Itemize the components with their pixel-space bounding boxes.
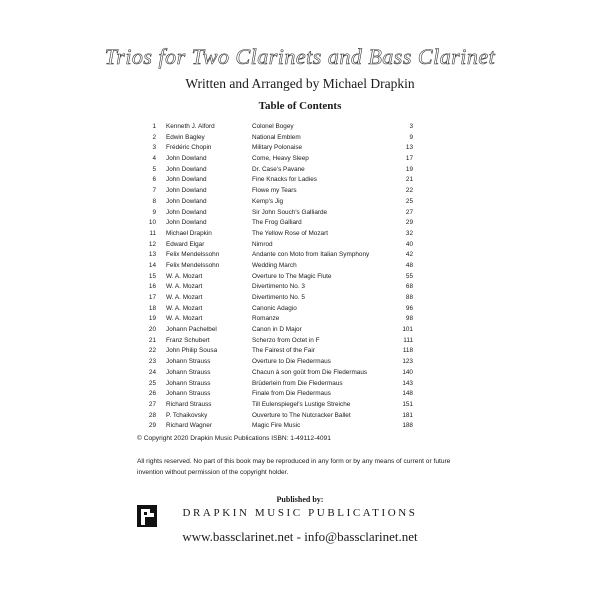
- toc-number: 14: [148, 261, 156, 269]
- toc-piece-title: Finale from Die Fledermaus: [252, 390, 331, 398]
- toc-number: 1: [152, 123, 156, 130]
- toc-page-number: 17: [405, 155, 413, 163]
- toc-piece-title: Wedding March: [252, 261, 297, 269]
- toc-number: 26: [148, 390, 156, 398]
- toc-row: [140, 165, 420, 176]
- toc-composer: Johann Strauss: [166, 379, 211, 387]
- toc-composer: Franz Schubert: [166, 336, 210, 344]
- toc-number: 6: [152, 176, 156, 184]
- toc-number: 13: [148, 251, 156, 259]
- book-subtitle: Written and Arranged by Michael Drapkin: [185, 76, 415, 91]
- toc-page-number: 181: [402, 411, 413, 419]
- toc-row: [140, 379, 420, 390]
- toc-composer: Richard Wagner: [166, 422, 212, 430]
- toc-row: [140, 261, 420, 272]
- toc-number: 19: [148, 315, 156, 323]
- toc-row: [140, 154, 420, 165]
- toc-piece-title: Kemp's Jig: [252, 197, 284, 205]
- toc-page-number: 101: [402, 326, 413, 334]
- toc-piece-title: Magic Fire Music: [252, 422, 301, 430]
- toc-row: [140, 346, 420, 357]
- toc-composer: John Dowland: [166, 165, 207, 173]
- toc-number: 22: [148, 347, 156, 355]
- toc-composer: John Dowland: [166, 219, 207, 227]
- toc-composer: John Philip Sousa: [166, 347, 218, 355]
- toc-composer: Frédéric Chopin: [166, 144, 212, 152]
- toc-row: [140, 175, 420, 186]
- toc-piece-title: Colonel Bogey: [252, 123, 294, 130]
- toc-page-number: 21: [405, 176, 413, 184]
- toc-number: 24: [148, 368, 156, 376]
- toc-composer: Johann Strauss: [166, 368, 211, 376]
- toc-piece-title: Fine Knacks for Ladies: [252, 176, 318, 184]
- toc-number: 12: [148, 240, 156, 248]
- toc-page-number: 9: [409, 133, 413, 141]
- toc-composer: Richard Strauss: [166, 400, 212, 408]
- toc-heading: Table of Contents: [258, 100, 342, 112]
- table-of-contents: [140, 122, 420, 432]
- toc-number: 28: [148, 411, 156, 419]
- toc-page-number: 25: [405, 197, 413, 205]
- toc-row: [140, 336, 420, 347]
- toc-composer: Felix Mendelssohn: [166, 261, 220, 269]
- toc-row: [140, 357, 420, 368]
- toc-piece-title: Sir John Souch's Galliarde: [252, 208, 328, 216]
- toc-number: 16: [148, 283, 156, 291]
- book-title: Trios for Two Clarinets and Bass Clarinet: [104, 44, 496, 69]
- toc-page-number: 143: [402, 379, 413, 387]
- toc-row: [140, 218, 420, 229]
- toc-number: 8: [152, 197, 156, 205]
- toc-page-number: 40: [405, 240, 413, 248]
- toc-piece-title: Overture to The Magic Flute: [252, 272, 332, 280]
- toc-composer: Johann Strauss: [166, 390, 211, 398]
- toc-number: 7: [152, 187, 156, 195]
- rights-notice: All rights reserved. No part of this book may be reproduced in any form or by any means of current or future invention without permission of the copyright holder.: [137, 458, 451, 476]
- toc-piece-title: Brüderlein from Die Fledermaus: [252, 379, 343, 387]
- toc-piece-title: Andante con Moto from Italian Symphony: [252, 251, 370, 259]
- toc-piece-title: The Yellow Rose of Mozart: [252, 229, 329, 237]
- toc-composer: Michael Drapkin: [166, 229, 212, 237]
- toc-composer: W. A. Mozart: [166, 272, 203, 280]
- toc-page-number: 98: [405, 315, 413, 323]
- toc-row: [140, 272, 420, 283]
- toc-page-number: 123: [402, 358, 413, 366]
- toc-number: 23: [148, 358, 156, 366]
- toc-number: 25: [148, 379, 156, 387]
- toc-number: 29: [148, 422, 156, 430]
- toc-page-number: 48: [405, 261, 413, 269]
- toc-piece-title: Flowe my Tears: [252, 187, 297, 195]
- toc-number: 17: [148, 294, 156, 301]
- toc-row: [140, 314, 420, 325]
- toc-number: 10: [148, 219, 156, 227]
- toc-piece-title: Dr. Case's Pavane: [252, 165, 305, 173]
- toc-piece-title: Military Polonaise: [252, 144, 303, 152]
- toc-row: [140, 304, 420, 315]
- toc-number: 18: [148, 304, 156, 312]
- toc-piece-title: Romanze: [252, 315, 280, 323]
- toc-piece-title: Divertimento No. 5: [252, 294, 305, 301]
- toc-row: [140, 411, 420, 422]
- toc-row: [140, 250, 420, 261]
- toc-page-number: 27: [405, 208, 413, 216]
- toc-piece-title: The Fairest of the Fair: [252, 347, 315, 355]
- toc-piece-title: Chacun à son goût from Die Fledermaus: [252, 368, 368, 376]
- toc-row: [140, 133, 420, 144]
- toc-number: 4: [152, 155, 156, 163]
- toc-composer: W. A. Mozart: [166, 315, 203, 323]
- toc-composer: Edwin Bagley: [166, 133, 205, 141]
- toc-composer: Johann Strauss: [166, 358, 211, 366]
- toc-piece-title: Canonic Adagio: [252, 304, 297, 312]
- toc-piece-title: Nimrod: [252, 240, 273, 248]
- toc-piece-title: Overture to Die Fledermaus: [252, 358, 331, 366]
- toc-composer: Kenneth J. Alford: [166, 123, 215, 130]
- toc-row: [140, 325, 420, 336]
- toc-page-number: 13: [405, 144, 413, 152]
- toc-page-number: 88: [405, 294, 413, 301]
- publisher-contact: www.bassclarinet.net - info@bassclarinet.net: [182, 529, 418, 544]
- toc-composer: John Dowland: [166, 187, 207, 195]
- toc-row: [140, 240, 420, 251]
- toc-row: [140, 229, 420, 240]
- toc-row: [140, 389, 420, 400]
- toc-composer: Johann Pachelbel: [166, 326, 217, 334]
- toc-piece-title: Ouverture to The Nutcracker Ballet: [252, 411, 351, 419]
- toc-row: [140, 143, 420, 154]
- toc-number: 9: [152, 208, 156, 216]
- toc-page-number: 42: [405, 251, 413, 259]
- copyright-notice: © Copyright 2020 Drapkin Music Publications ISBN: 1-49112-4091: [137, 435, 331, 442]
- toc-row: [140, 293, 420, 304]
- toc-piece-title: Till Eulenspiegel's Lustige Streiche: [252, 400, 351, 408]
- published-by-label: Published by:: [276, 495, 324, 504]
- toc-row: [140, 282, 420, 293]
- toc-composer: John Dowland: [166, 155, 207, 163]
- toc-page-number: 68: [405, 283, 413, 291]
- toc-number: 3: [152, 144, 156, 152]
- toc-composer: Edward Elgar: [166, 240, 205, 248]
- toc-page-number: 188: [402, 422, 413, 430]
- toc-composer: P. Tchaikovsky: [166, 411, 208, 419]
- toc-row: [140, 400, 420, 411]
- toc-composer: John Dowland: [166, 197, 207, 205]
- toc-piece-title: The Frog Galliard: [252, 219, 302, 227]
- toc-composer: W. A. Mozart: [166, 304, 203, 312]
- toc-page-number: 111: [403, 336, 413, 344]
- toc-composer: Felix Mendelssohn: [166, 251, 220, 259]
- toc-piece-title: Divertimento No. 3: [252, 283, 305, 291]
- toc-row: [140, 197, 420, 208]
- toc-number: 21: [148, 336, 156, 344]
- toc-page-number: 29: [405, 219, 413, 227]
- toc-page-number: 19: [405, 165, 413, 173]
- toc-row: [140, 208, 420, 219]
- toc-composer: John Dowland: [166, 208, 207, 216]
- toc-piece-title: Canon in D Major: [252, 326, 302, 334]
- toc-number: 5: [152, 165, 156, 173]
- toc-page-number: 151: [402, 400, 413, 408]
- toc-number: 27: [148, 400, 156, 408]
- toc-piece-title: Scherzo from Octet in F: [252, 336, 320, 344]
- toc-composer: W. A. Mozart: [166, 294, 203, 301]
- toc-page-number: 32: [405, 229, 413, 237]
- toc-row: [140, 186, 420, 197]
- toc-page-number: 3: [409, 123, 413, 130]
- toc-page-number: 55: [405, 272, 413, 280]
- toc-page-number: 22: [405, 187, 413, 195]
- publisher-name: DRAPKIN MUSIC PUBLICATIONS: [182, 507, 418, 519]
- toc-composer: W. A. Mozart: [166, 283, 203, 291]
- toc-number: 2: [152, 133, 156, 141]
- toc-number: 20: [148, 326, 156, 334]
- toc-piece-title: National Emblem: [252, 133, 301, 141]
- toc-row: [140, 368, 420, 379]
- toc-page-number: 148: [402, 390, 413, 398]
- toc-composer: John Dowland: [166, 176, 207, 184]
- toc-page-number: 140: [402, 368, 413, 376]
- toc-page-number: 118: [402, 347, 413, 355]
- toc-piece-title: Come, Heavy Sleep: [252, 155, 309, 163]
- toc-row: [140, 122, 420, 133]
- toc-number: 15: [148, 272, 156, 280]
- toc-row: [140, 421, 420, 432]
- toc-page-number: 96: [405, 304, 413, 312]
- toc-number: 11: [149, 229, 156, 237]
